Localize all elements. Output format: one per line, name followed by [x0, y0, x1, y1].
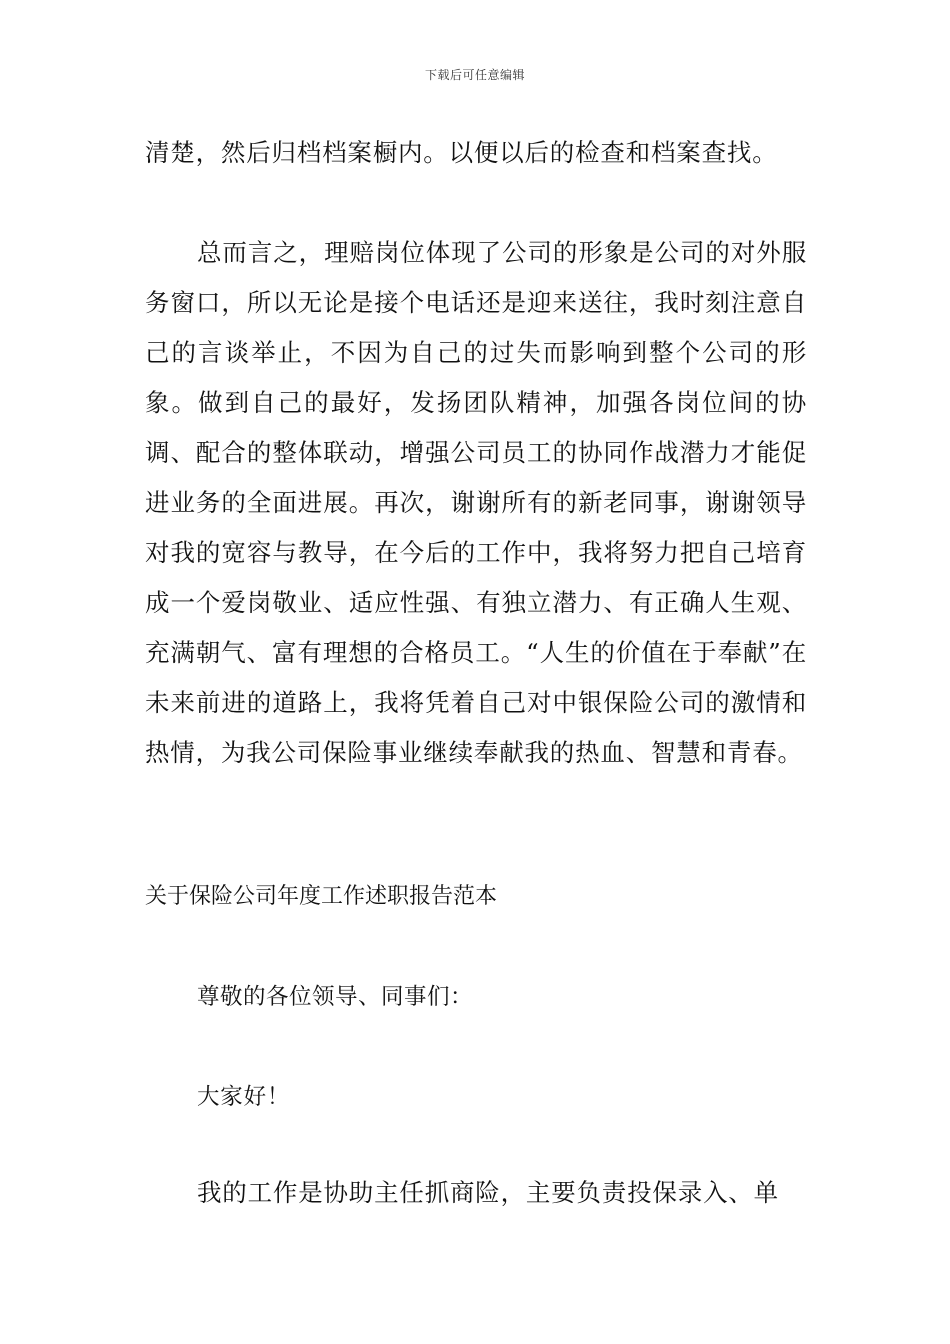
- page-header: 下载后可任意编辑: [424, 68, 525, 82]
- paragraph-summary: 总而言之，理赔岗位体现了公司的形象是公司的对外服务窗口，所以无论是接个电话还是迎来送往，我时刻注意自己的言谈举止，不因为自己的过失而影响到整个公司的形象。做到自己的最好，发扬团队精神，加强各岗位间的协调、配合的整体联动，增强公司员工的协同作战潜力才能促进业务的全面进展。再次，谢谢所有的新老同事，谢谢领导对我的宽容与教导，在今后的工作中，我将努力把自己培育成一个爱岗敬业、适应性强、有独立潜力、有正确人生观、充满朝气、富有理想的合格员工。“人生的价值在于奉献”在未来前进的道路上，我将凭着自己对中银保险公司的激情和热情，为我公司保险事业继续奉献我的热血、智慧和青春。: [145, 238, 807, 767]
- salutation: 尊敬的各位领导、同事们：: [197, 984, 474, 1010]
- greeting-line: 大家好！: [197, 1084, 291, 1110]
- paragraph-continuation: 清楚，然后归档档案橱内。以便以后的检查和档案查找。: [145, 138, 778, 167]
- paragraph-work-intro: 我的工作是协助主任抓商险，主要负责投保录入、单: [197, 1178, 779, 1207]
- section-title: 关于保险公司年度工作述职报告范本: [145, 884, 498, 909]
